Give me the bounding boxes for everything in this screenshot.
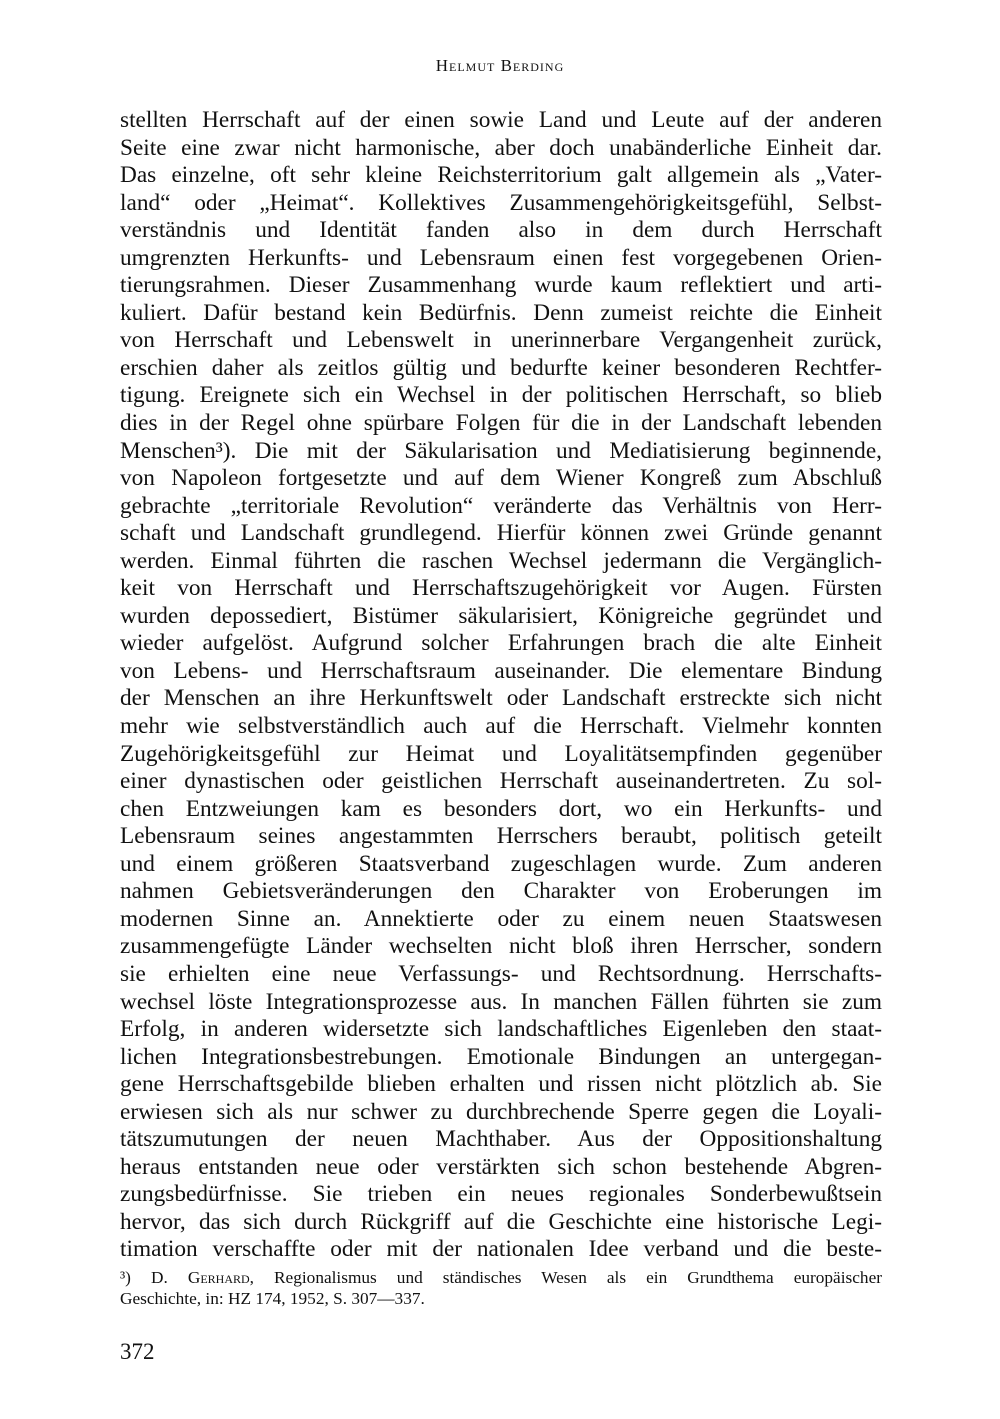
text-line: verständnis und Identität fanden also in dem durch Herrschaft [120,217,882,244]
footnote-line [120,1267,882,1288]
text-line: Erfolg, in anderen widersetzte sich landschaftliches Eigenleben den staat- [120,1016,882,1043]
text-line: tierungsrahmen. Dieser Zusammenhang wurde kaum reflektiert und arti- [120,272,882,299]
text-line: Das einzelne, oft sehr kleine Reichsterritorium galt allgemein als „Vater- [120,162,882,189]
text-line: heraus entstanden neue oder verstärkten sich schon bestehende Abgren- [120,1153,882,1180]
text-line: chen Entzweiungen kam es besonders dort, wo ein Herkunfts- und [120,795,882,822]
text-line: dies in der Regel ohne spürbare Folgen für die in der Landschaft lebenden [120,410,882,437]
text-line: werden. Einmal führten die raschen Wechsel jedermann die Vergänglich- [120,547,882,574]
body-text [120,107,882,1264]
text-line: und einem größeren Staatsverband zugeschlagen wurde. Zum anderen [120,850,882,877]
text-line: erschien daher als zeitlos gültig und bedurfte keiner besonderen Rechtfer- [120,354,882,381]
text-line: von Herrschaft und Lebenswelt in unerinnerbare Vergangenheit zurück, [120,327,882,354]
text-line: erwiesen sich als nur schwer zu durchbrechende Sperre gegen die Loyali- [120,1098,882,1125]
running-head: Helmut Berding [435,56,565,75]
text-line: wieder aufgelöst. Aufgrund solcher Erfahrungen brach die alte Einheit [120,630,882,657]
text-line: Seite eine zwar nicht harmonische, aber doch unabänderliche Einheit dar. [120,134,882,161]
text-line: timation verschaffte oder mit der nationalen Idee verband und die beste- [120,1236,882,1263]
text-line: gene Herrschaftsgebilde blieben erhalten und rissen nicht plötzlich ab. Sie [120,1071,882,1098]
footnote-author-name: Gerhard [187,1268,250,1287]
footnote [120,1267,882,1309]
text-line: von Lebens- und Herrschaftsraum auseinander. Die elementare Bindung [120,657,882,684]
text-line: Zugehörigkeitsgefühl zur Heimat und Loyalitätsempfinden gegenüber [120,740,882,767]
text-line: gebrachte „territoriale Revolution“ veränderte das Verhältnis von Herr- [120,492,882,519]
text-line: sie erhielten eine neue Verfassungs- und Rechtsordnung. Herrschafts- [120,960,882,987]
text-line: tätszumutungen der neuen Machthaber. Aus der Oppositionshaltung [120,1126,882,1153]
text-line: lichen Integrationsbestrebungen. Emotionale Bindungen an untergegan- [120,1043,882,1070]
text-line: schaft und Landschaft grundlegend. Hierfür können zwei Gründe genannt [120,520,882,547]
text-line: der Menschen an ihre Herkunftswelt oder Landschaft erstreckte sich nicht [120,685,882,712]
text-line: Menschen³). Die mit der Säkularisation und Mediatisierung beginnende, [120,437,882,464]
text-line: zungsbedürfnisse. Sie trieben ein neues regionales Sonderbewußtsein [120,1181,882,1208]
page-number: 372 [120,1339,155,1364]
text-line: tigung. Ereignete sich ein Wechsel in der politischen Herrschaft, so blieb [120,382,882,409]
text-line: mehr wie selbstverständlich auch auf die Herrschaft. Vielmehr konnten [120,713,882,740]
text-line: einer dynastischen oder geistlichen Herrschaft auseinandertreten. Zu sol- [120,768,882,795]
text-line: keit von Herrschaft und Herrschaftszugehörigkeit vor Augen. Fürsten [120,575,882,602]
text-line: kuliert. Dafür bestand kein Bedürfnis. Denn zumeist reichte die Einheit [120,299,882,326]
footnote-citation-title: , Regionalismus und ständisches Wesen als ein Grundthema europäischer [249,1268,882,1287]
text-line: nahmen Gebietsveränderungen den Charakter von Eroberungen im [120,878,882,905]
text-line: hervor, das sich durch Rückgriff auf die Geschichte eine historische Legi- [120,1208,882,1235]
footnote-author-initial: D. [150,1268,168,1287]
text-line: wurden depossediert, Bistümer säkularisiert, Königreiche gegründet und [120,602,882,629]
text-line: Lebensraum seines angestammten Herrschers beraubt, politisch geteilt [120,823,882,850]
text-line: land“ oder „Heimat“. Kollektives Zusammengehörigkeitsgefühl, Selbst- [120,189,882,216]
text-line: von Napoleon fortgesetzte und auf dem Wiener Kongreß zum Abschluß [120,465,882,492]
footnote-marker: ³) [120,1268,131,1287]
footnote-line: Geschichte, in: HZ 174, 1952, S. 307—337. [120,1289,425,1308]
text-line: wechsel löste Integrationsprozesse aus. In manchen Fällen führten sie zum [120,988,882,1015]
text-line: stellten Herrschaft auf der einen sowie Land und Leute auf der anderen [120,107,882,133]
text-line: modernen Sinne an. Annektierte oder zu einem neuen Staatswesen [120,905,882,932]
text-line: umgrenzten Herkunfts- und Lebensraum einen fest vorgegebenen Orien- [120,244,882,271]
text-line: zusammengefügte Länder wechselten nicht bloß ihren Herrscher, sondern [120,933,882,960]
